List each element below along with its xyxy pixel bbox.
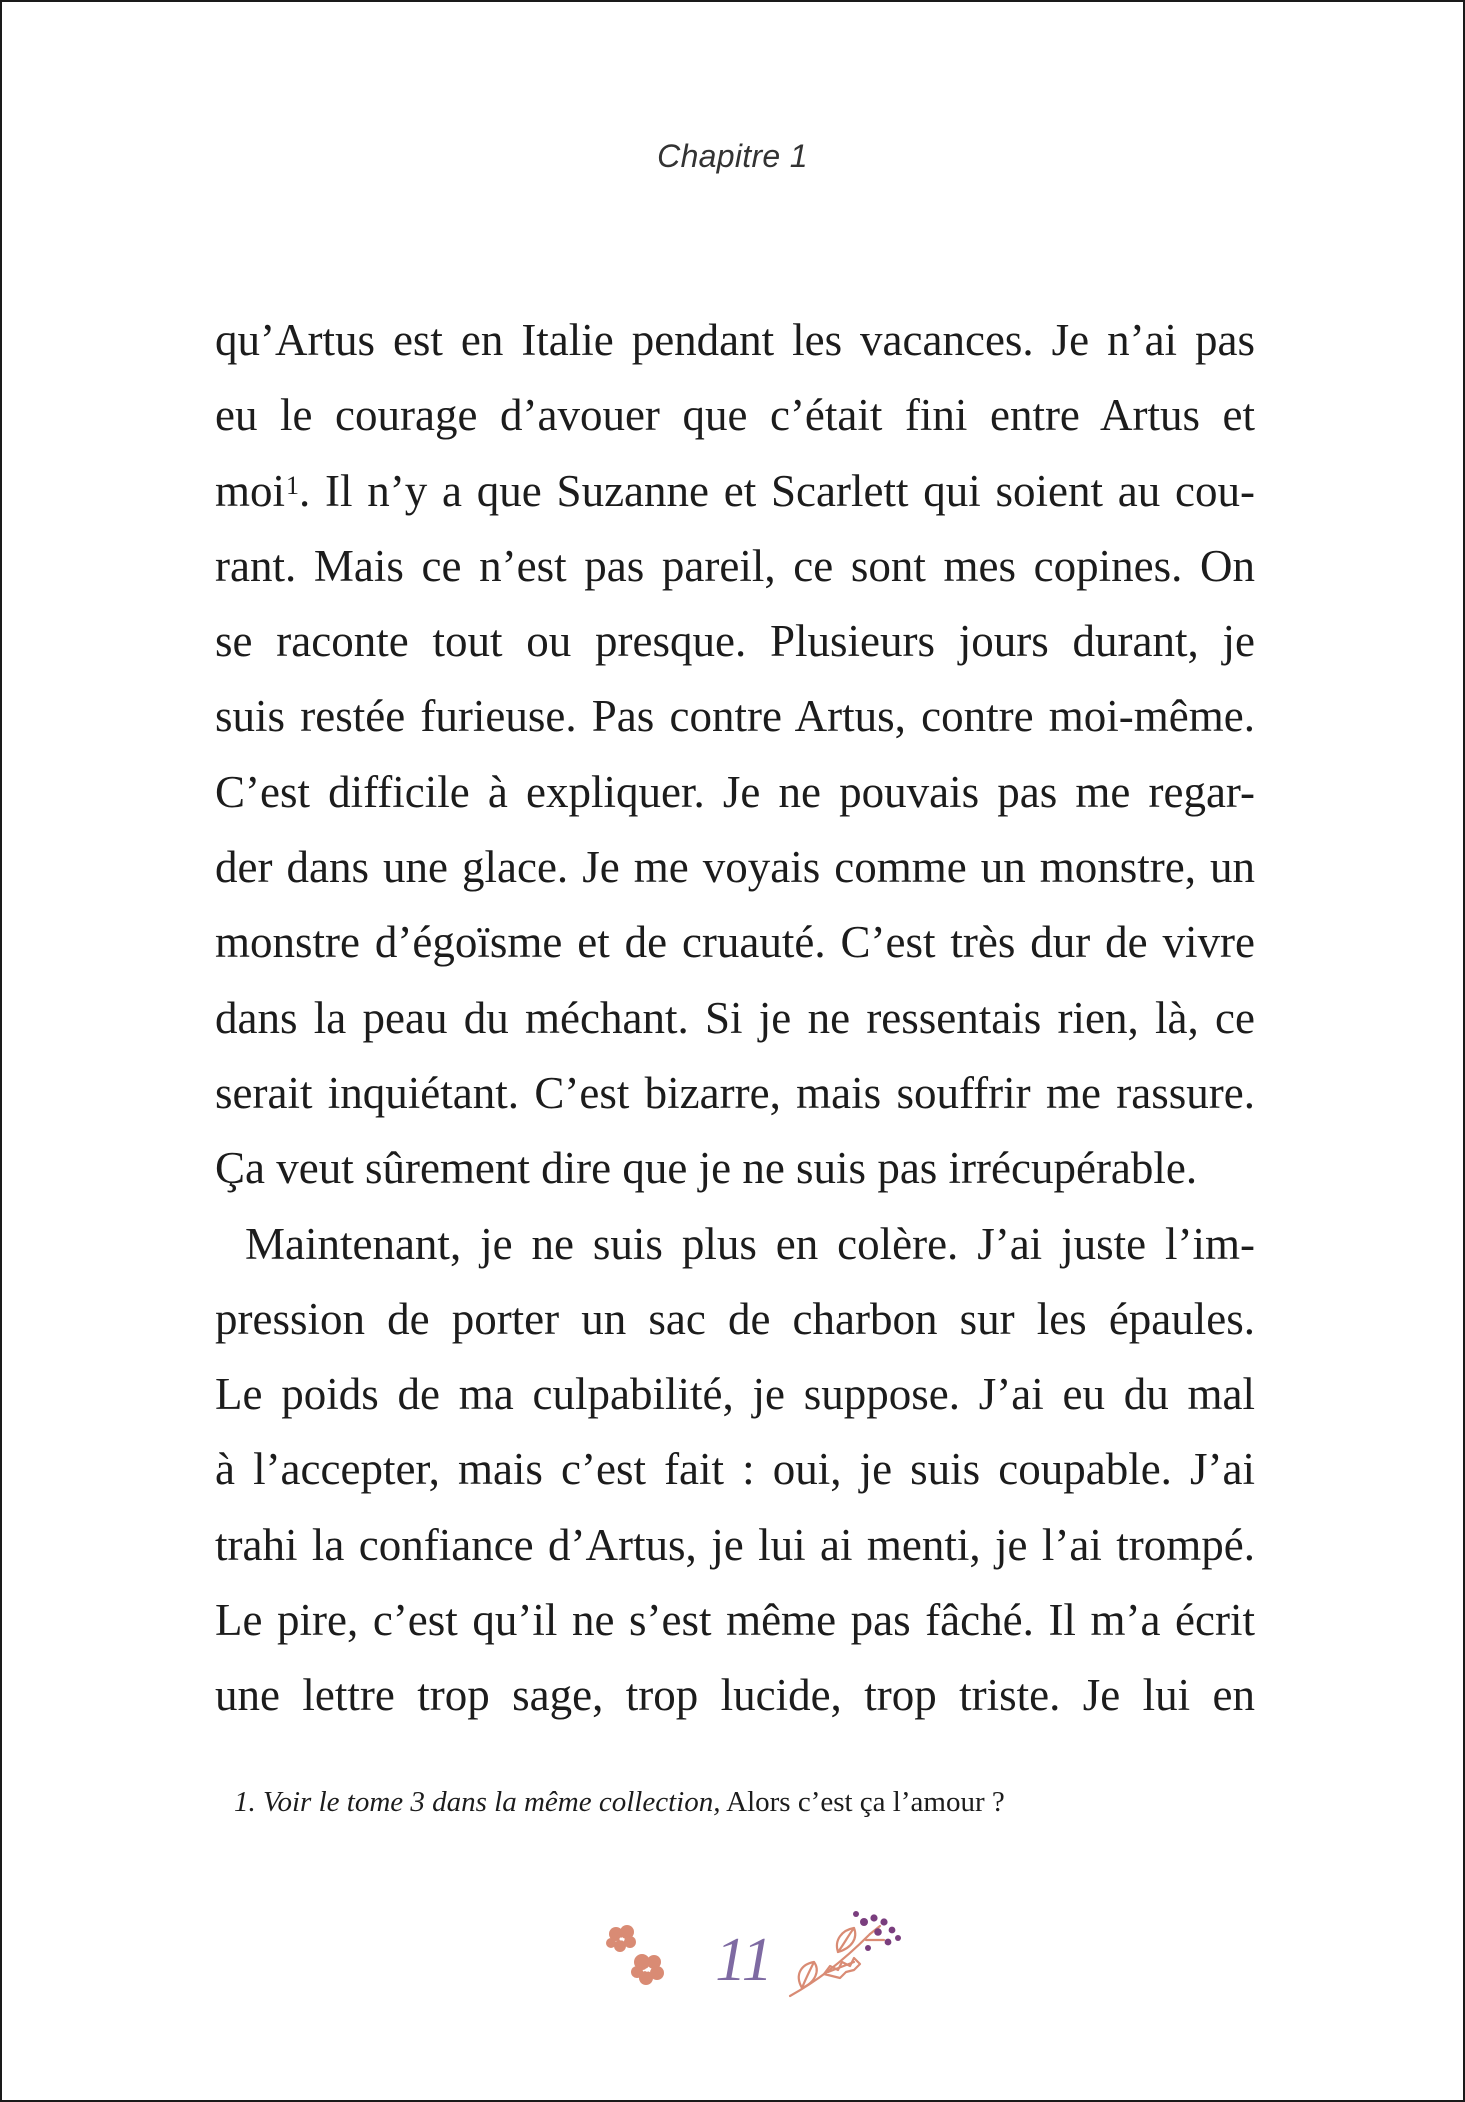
- text-line: se raconte tout ou presque. Plusieurs jours durant, je: [215, 616, 1255, 667]
- text-line: [215, 454, 1255, 529]
- holly-berries-icon: [780, 1904, 920, 2004]
- footnote-book-title: Alors c’est ça l’amour ?: [726, 1786, 1005, 1818]
- text-line: Le pire, c’est qu’il ne s’est même pas fâché. Il m’a écrit: [215, 1595, 1255, 1646]
- body-text: [215, 303, 1255, 1734]
- footnote: [234, 1786, 1005, 1819]
- running-head: Chapitre 1: [657, 138, 808, 174]
- text-line: monstre d’égoïsme et de cruauté. C’est très dur de vivre: [215, 917, 1255, 968]
- text-fragment: . Il n’y a que Suzanne et Scarlett qui soient au cou-: [299, 465, 1255, 516]
- text-line: dans la peau du méchant. Si je ne ressentais rien, là, ce: [215, 992, 1255, 1043]
- text-fragment: moi: [215, 465, 286, 516]
- text-line: trahi la confiance d’Artus, je lui ai menti, je l’ai trompé.: [215, 1519, 1255, 1570]
- text-line: une lettre trop sage, trop lucide, trop triste. Je lui en: [215, 1670, 1255, 1721]
- text-line: C’est difficile à expliquer. Je ne pouvais pas me regar-: [215, 766, 1255, 817]
- text-line: qu’Artus est en Italie pendant les vacances. Je n’ai pas: [215, 315, 1255, 365]
- text-line: rant. Mais ce n’est pas pareil, ce sont mes copines. On: [215, 540, 1255, 591]
- text-line: à l’accepter, mais c’est fait : oui, je suis coupable. J’ai: [215, 1444, 1255, 1495]
- text-line: eu le courage d’avouer que c’était fini entre Artus et: [215, 390, 1255, 441]
- page-number: 11: [715, 1926, 773, 1994]
- text-line: pression de porter un sac de charbon sur les épaules.: [215, 1293, 1255, 1344]
- footnote-marker[interactable]: 1: [286, 470, 300, 500]
- text-line: suis restée furieuse. Pas contre Artus, contre moi-même.: [215, 691, 1255, 742]
- footnote-number: 1.: [234, 1786, 256, 1818]
- text-line: Maintenant, je ne suis plus en colère. J’ai juste l’im-: [245, 1218, 1255, 1269]
- page-footer: [2, 1902, 1463, 2022]
- text-line: Le poids de ma culpabilité, je suppose. J’ai eu du mal: [215, 1369, 1255, 1420]
- footnote-text: Voir le tome 3 dans la même collection,: [263, 1786, 721, 1818]
- text-line: der dans une glace. Je me voyais comme un monstre, un: [215, 842, 1255, 893]
- flower-leaves-icon: [600, 1920, 680, 2000]
- text-line: Ça veut sûrement dire que je ne suis pas irrécupérable.: [215, 1143, 1198, 1194]
- text-line: serait inquiétant. C’est bizarre, mais souffrir me rassure.: [215, 1067, 1255, 1118]
